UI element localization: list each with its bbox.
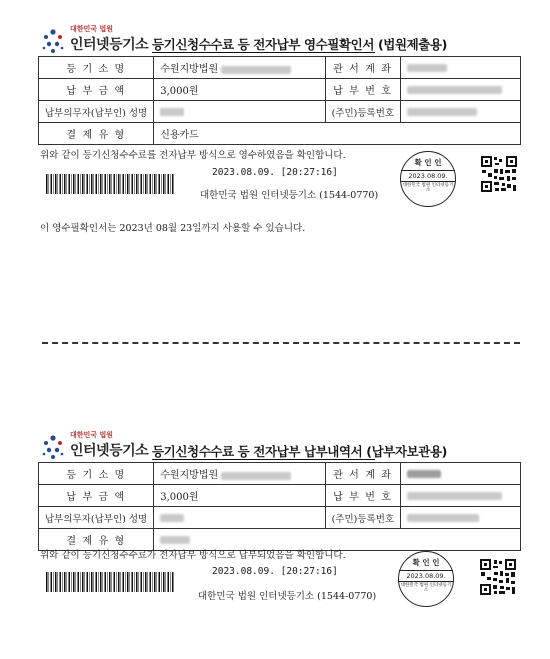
id-no-value bbox=[401, 507, 521, 529]
stamp-date: 2023.08.09. bbox=[399, 570, 453, 582]
logo-title: 인터넷등기소 bbox=[70, 443, 149, 459]
confirmation-text: 위와 같이 등기신청수수료가 전자납부 방식으로 납부되었음을 확인합니다. bbox=[40, 550, 346, 561]
payment-info-table bbox=[38, 462, 521, 551]
account-value bbox=[401, 463, 521, 485]
amount-value: 3,000원 bbox=[154, 79, 325, 101]
id-no-value bbox=[401, 101, 521, 123]
payer-name-value bbox=[154, 101, 325, 123]
cut-line bbox=[42, 342, 520, 344]
method-value: 신용카드 bbox=[154, 123, 521, 145]
logo-subtitle: 대한민국 법원 bbox=[70, 25, 114, 33]
registry-logo bbox=[40, 428, 150, 462]
table-row bbox=[39, 57, 521, 79]
office-label: 등 기 소 명 bbox=[39, 463, 154, 485]
redacted-text bbox=[407, 514, 479, 522]
issue-datetime: 2023.08.09. [20:27:16] bbox=[212, 566, 338, 577]
document-title: 등기신청수수료 등 전자납부 영수필확인서 (법원제출용) bbox=[152, 37, 447, 52]
stamp-heading: 확 인 인 bbox=[412, 558, 440, 567]
stamp-footer: 대한민국 법원 인터넷등기소 bbox=[402, 183, 454, 193]
account-value bbox=[401, 57, 521, 79]
redacted-text bbox=[221, 66, 291, 74]
payment-no-label: 납 부 번 호 bbox=[325, 485, 400, 507]
redacted-text bbox=[221, 472, 291, 480]
amount-label: 납 부 금 액 bbox=[39, 485, 154, 507]
redacted-text bbox=[407, 64, 447, 72]
title-underline bbox=[152, 459, 375, 460]
document-title: 등기신청수수료 등 전자납부 납부내역서 (납부자보관용) bbox=[152, 444, 447, 459]
account-label: 관 서 계 좌 bbox=[325, 57, 400, 79]
title-underline bbox=[152, 52, 375, 53]
stamp-footer: 대한민국 법원 인터넷등기소 bbox=[400, 583, 452, 593]
payer-name-value bbox=[154, 507, 325, 529]
redacted-text bbox=[407, 86, 502, 94]
table-row bbox=[39, 123, 521, 145]
confirmation-text: 위와 같이 등기신청수수료를 전자납부 방식으로 영수하였음을 확인합니다. bbox=[40, 150, 346, 161]
confirmation-stamp bbox=[400, 151, 456, 207]
court-emblem-icon bbox=[40, 28, 66, 54]
redacted-text bbox=[407, 108, 477, 116]
issue-datetime: 2023.08.09. [20:27:16] bbox=[212, 167, 338, 178]
redacted-text bbox=[160, 536, 190, 544]
registry-logo bbox=[40, 22, 150, 56]
issuer-text: 대한민국 법원 인터넷등기소 (1544-0770) bbox=[200, 190, 379, 201]
redacted-text bbox=[407, 492, 502, 500]
payment-no-value bbox=[401, 485, 521, 507]
payer-name-label: 납부의무자(납부인) 성명 bbox=[39, 101, 154, 123]
payment-no-label: 납 부 번 호 bbox=[325, 79, 400, 101]
qr-code-icon bbox=[479, 558, 517, 596]
table-row bbox=[39, 101, 521, 123]
logo-title: 인터넷등기소 bbox=[70, 37, 149, 53]
payer-name-label: 납부의무자(납부인) 성명 bbox=[39, 507, 154, 529]
qr-code-icon bbox=[480, 155, 518, 193]
method-label: 결 제 유 형 bbox=[39, 123, 154, 145]
barcode bbox=[46, 174, 174, 194]
payment-no-value bbox=[401, 79, 521, 101]
court-emblem-icon bbox=[40, 434, 66, 460]
logo-subtitle: 대한민국 법원 bbox=[70, 431, 114, 439]
office-value bbox=[154, 463, 325, 485]
office-name: 수원지방법원 bbox=[160, 470, 219, 481]
id-no-label: (주민)등록번호 bbox=[325, 101, 400, 123]
office-value bbox=[154, 57, 325, 79]
amount-value: 3,000원 bbox=[154, 485, 325, 507]
amount-label: 납 부 금 액 bbox=[39, 79, 154, 101]
stamp-heading: 확 인 인 bbox=[414, 158, 442, 167]
table-row bbox=[39, 485, 521, 507]
table-row bbox=[39, 79, 521, 101]
redacted-text bbox=[160, 514, 184, 522]
method-label: 결 제 유 형 bbox=[39, 529, 154, 551]
office-name: 수원지방법원 bbox=[160, 64, 219, 75]
redacted-text bbox=[160, 108, 184, 116]
table-row bbox=[39, 463, 521, 485]
issuer-text: 대한민국 법원 인터넷등기소 (1544-0770) bbox=[198, 591, 377, 602]
table-row bbox=[39, 507, 521, 529]
stamp-date: 2023.08.09. bbox=[401, 170, 455, 182]
validity-note: 이 영수필확인서는 2023년 08월 23일까지 사용할 수 있습니다. bbox=[40, 223, 306, 234]
id-no-label: (주민)등록번호 bbox=[325, 507, 400, 529]
payment-info-table bbox=[38, 56, 521, 145]
barcode bbox=[46, 572, 174, 592]
account-label: 관 서 계 좌 bbox=[325, 463, 400, 485]
office-label: 등 기 소 명 bbox=[39, 57, 154, 79]
redacted-text bbox=[407, 470, 441, 478]
confirmation-stamp bbox=[398, 551, 454, 607]
